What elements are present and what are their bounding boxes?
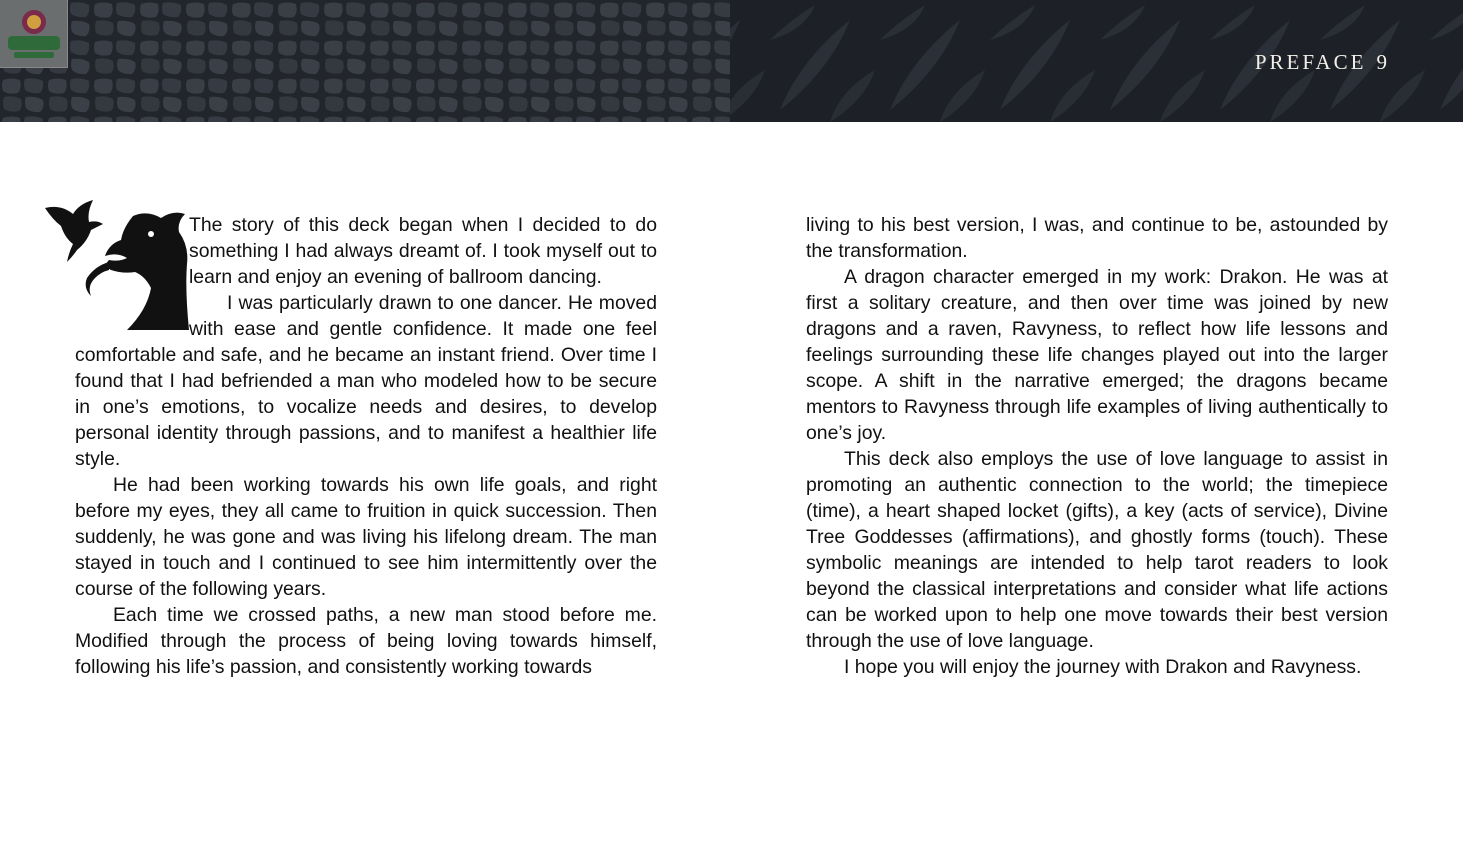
section-name: PREFACE bbox=[1254, 50, 1367, 74]
left-paragraph-4: Each time we crossed paths, a new man stood before me. Modified through the process of being loving towards himself, following his life’s passion, and consistently working towards bbox=[75, 604, 657, 678]
page-header bbox=[0, 0, 1463, 122]
left-paragraph-3: He had been working towards his own life goals, and right before my eyes, they all came to fruition in quick succession. Then suddenly, he was gone and was living his lifelong dream. The man stayed in touch and I continued to see him intermittently over the course of the following years. bbox=[75, 474, 657, 600]
right-paragraph-1: living to his best version, I was, and continue to be, astounded by the transformation. bbox=[806, 214, 1388, 262]
right-paragraph-2: A dragon character emerged in my work: Drakon. He was at first a solitary creature, and then over time was joined by new dragons and a raven, Ravyness, to reflect how life lessons and feelings surrounding these life changes played out into the larger scope. A shift in the narrative emerged; the dragons became mentors to Ravyness through life examples of living authentically to one’s joy. bbox=[806, 266, 1388, 444]
right-column bbox=[806, 212, 1388, 680]
logo-badge-icon bbox=[0, 0, 68, 68]
left-column bbox=[75, 212, 657, 680]
page-number: 9 bbox=[1376, 50, 1387, 74]
left-paragraph-1: The story of this deck began when I decided to do something I had always dreamt of. I took myself out to learn and enjoy an evening of ballroom dancing. bbox=[189, 214, 657, 288]
section-title bbox=[1255, 50, 1387, 75]
left-paragraph-2: I was particularly drawn to one dancer. He moved with ease and gentle confidence. It made one feel comfortable and safe, and he became an instant friend. Over time I found that I had befriended a man who modeled how to be secure in one’s emotions, to vocalize needs and desires, to develop personal identity through passions, and to manifest a healthier life style. bbox=[75, 292, 657, 470]
right-paragraph-4: I hope you will enjoy the journey with Drakon and Ravyness. bbox=[844, 656, 1362, 678]
logo-badge bbox=[0, 0, 68, 68]
header-texture bbox=[0, 0, 1463, 122]
raven-dragon-icon bbox=[43, 200, 189, 330]
right-paragraph-3: This deck also employs the use of love language to assist in promoting an authentic connection to the world; the timepiece (time), a heart shaped locket (gifts), a key (acts of service), Divine Tree Goddesses (affirmations), and ghostly forms (touch). These symbolic meanings are intended to help tarot readers to look beyond the classical interpretations and consider what life actions can be worked upon to help one move towards their best version through the use of love language. bbox=[806, 448, 1388, 652]
